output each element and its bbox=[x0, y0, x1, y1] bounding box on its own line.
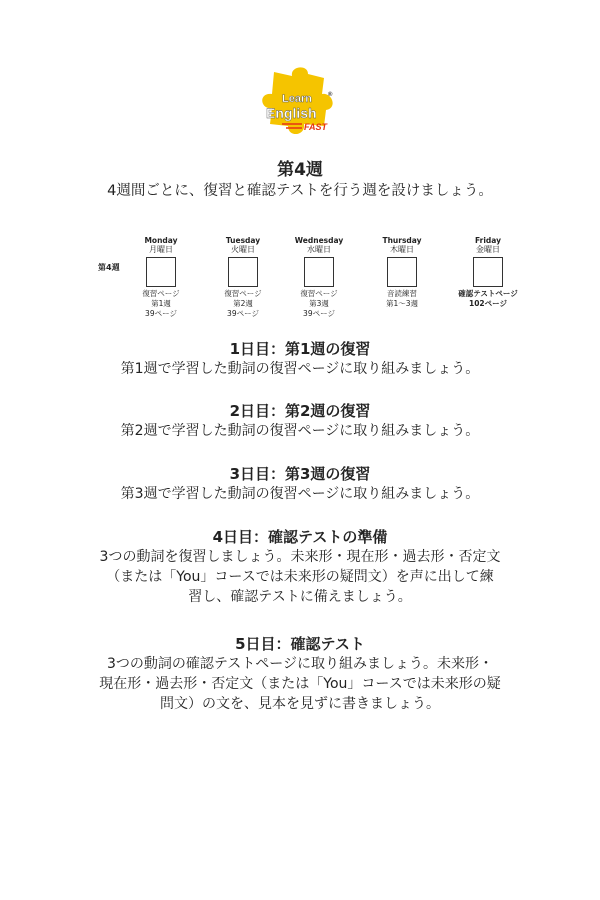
day-name-jp: 金曜日 bbox=[476, 245, 500, 254]
day1-section bbox=[60, 339, 540, 379]
section-text: 現在形・過去形・否定文（または「You」コースでは未来形の疑 bbox=[99, 676, 501, 692]
section-text: （または「You」コースでは未来形の疑問文）を声に出して練 bbox=[106, 569, 494, 585]
day-name-en: Wednesday bbox=[294, 236, 344, 245]
day-note: 第3週 bbox=[309, 299, 329, 308]
day5-section bbox=[60, 634, 540, 714]
section-title: 2日目：第2週の復習 bbox=[229, 402, 371, 420]
logo-fast-text: FAST bbox=[304, 122, 328, 132]
day-checkbox[interactable] bbox=[228, 257, 258, 287]
section-text: 第1週で学習した動詞の復習ページに取り組みましょう。 bbox=[120, 361, 480, 377]
section-text: 第2週で学習した動詞の復習ページに取り組みましょう。 bbox=[120, 423, 480, 439]
day-name-en: Monday bbox=[144, 236, 178, 245]
day-checkbox[interactable] bbox=[304, 257, 334, 287]
day-note: 復習ページ bbox=[300, 289, 338, 298]
section-text: 3つの動詞を復習しましょう。未来形・現在形・過去形・否定文 bbox=[99, 549, 501, 565]
learn-english-fast-logo bbox=[252, 64, 344, 152]
day-wednesday bbox=[279, 236, 359, 319]
day-checkbox[interactable] bbox=[146, 257, 176, 287]
day-name-en: Thursday bbox=[382, 236, 422, 245]
day-note: 第1週 bbox=[151, 299, 171, 308]
logo-registered-mark: ® bbox=[328, 92, 333, 98]
schedule-row-label: 第4週 bbox=[98, 263, 120, 272]
day-name-jp: 火曜日 bbox=[231, 245, 255, 254]
day-note: 復習ページ bbox=[142, 289, 180, 298]
day-name-jp: 月曜日 bbox=[149, 245, 173, 254]
day-note: 第1～3週 bbox=[385, 299, 419, 308]
day-note: 第2週 bbox=[233, 299, 253, 308]
logo-english-text: English bbox=[266, 105, 317, 121]
logo-learn-text: Learn bbox=[282, 93, 312, 105]
week-intro: 4週間ごとに、復習と確認テストを行う週を設けましょう。 bbox=[107, 183, 493, 199]
day-name-en: Friday bbox=[474, 236, 501, 245]
day-note: 音読練習 bbox=[387, 289, 417, 298]
section-title: 4日目：確認テストの準備 bbox=[212, 528, 388, 546]
day-note: 復習ページ bbox=[224, 289, 262, 298]
section-text: 第3週で学習した動詞の復習ページに取り組みましょう。 bbox=[120, 486, 480, 502]
section-text: 習し、確認テストに備えましょう。 bbox=[188, 589, 412, 605]
day4-section bbox=[60, 527, 540, 607]
day-friday bbox=[448, 236, 528, 309]
day-checkbox[interactable] bbox=[473, 257, 503, 287]
section-text: 3つの動詞の確認テストページに取り組みましょう。未来形・ bbox=[106, 656, 494, 672]
day-monday bbox=[121, 236, 201, 319]
section-title: 3日目：第3週の復習 bbox=[229, 465, 371, 483]
day-note: 確認テストページ bbox=[458, 289, 518, 298]
day-name-jp: 水曜日 bbox=[307, 245, 331, 254]
day-name-en: Tuesday bbox=[225, 236, 261, 245]
day3-section bbox=[60, 464, 540, 504]
day-note: 39ページ bbox=[145, 309, 177, 318]
day2-section bbox=[60, 401, 540, 441]
day-name-jp: 木曜日 bbox=[390, 245, 414, 254]
section-title: 5日目：確認テスト bbox=[235, 635, 365, 653]
section-text: 問文）の文を、見本を見ずに書きましょう。 bbox=[160, 696, 440, 712]
day-note: 39ページ bbox=[303, 309, 335, 318]
week-heading: 第4週 bbox=[277, 160, 323, 180]
day-note: 102ページ bbox=[468, 299, 507, 308]
day-tuesday bbox=[203, 236, 283, 319]
day-note: 39ページ bbox=[227, 309, 259, 318]
day-checkbox[interactable] bbox=[387, 257, 417, 287]
day-thursday bbox=[362, 236, 442, 309]
section-title: 1日目：第1週の復習 bbox=[229, 340, 371, 358]
